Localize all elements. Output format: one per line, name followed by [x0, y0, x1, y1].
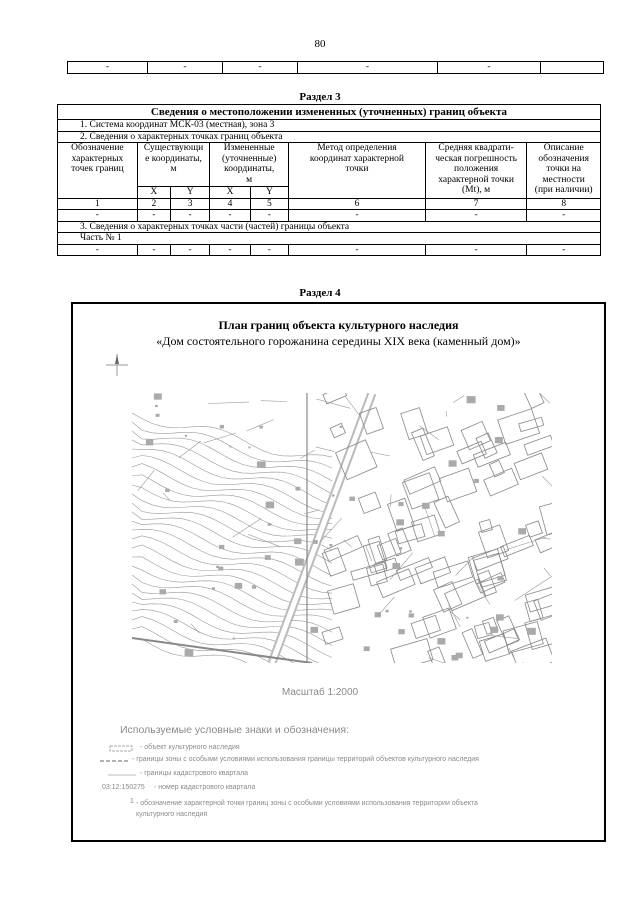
boundary-points-line: 2. Сведения о характерных точках границ объекта [58, 131, 601, 143]
header-text: точек границ [71, 164, 124, 174]
header-text: местности [542, 174, 585, 185]
legend-item-key: 1 [130, 798, 134, 805]
map-scale: Масштаб 1:2000 [281, 687, 359, 698]
legend-title: Используемые условные знаки и обозначения: [120, 724, 350, 736]
table-cell: - [210, 210, 250, 222]
table-cell: - [289, 210, 426, 222]
table-cell: 7 [425, 198, 527, 210]
header-text: (при наличии) [534, 185, 593, 195]
header-text: Описание [543, 143, 584, 153]
legend-item-label: - границы зоны с особыми условиями использования границы территорий объектов культурного наследия [132, 756, 479, 763]
previous-table-remnant [67, 61, 604, 74]
table-cell: - [438, 62, 541, 74]
table-row [58, 198, 601, 210]
table-cell: 2 [137, 198, 170, 210]
section3-table [57, 104, 601, 256]
header-text: Обозначение [71, 143, 124, 153]
table-cell: - [210, 244, 250, 256]
table-cell: - [58, 210, 138, 222]
table-cell: - [425, 244, 527, 256]
header-text: обозначения [538, 153, 589, 164]
table-cell: - [148, 62, 223, 74]
coordinate-system-line: 1. Система координат МСК-03 (местная), зона 3 [58, 120, 601, 132]
header-text: м [170, 164, 177, 174]
header-existing-coords [137, 143, 210, 187]
header-text: точки [345, 164, 369, 174]
header-error [425, 143, 527, 199]
zone-boundary-symbol-icon [100, 757, 128, 765]
table-cell: 6 [289, 198, 426, 210]
table-cell: - [250, 210, 288, 222]
header-text: (уточненные) [221, 153, 277, 164]
header-description [527, 143, 601, 199]
table-cell: 3 [170, 198, 209, 210]
table-cell: - [223, 62, 298, 74]
table-cell: 5 [250, 198, 288, 210]
table-cell: - [170, 244, 209, 256]
north-arrow-icon [104, 352, 130, 378]
table-cell: - [527, 244, 601, 256]
table-cell: - [137, 210, 170, 222]
table-cell: 1 [58, 198, 138, 210]
part-points-line: 3. Сведения о характерных точках части (частей) границы объекта [58, 221, 601, 233]
header-text: Метод определения [317, 143, 397, 153]
table-cell: - [289, 244, 426, 256]
header-text: Средняя квадрати- [438, 143, 514, 153]
section3-title: Сведения о местоположении измененных (уточненных) границ объекта [58, 105, 601, 120]
header-changed-coords [210, 143, 289, 187]
header-text: Измененные [223, 143, 275, 153]
header-text: ческая погрешность [435, 153, 517, 164]
table-row [58, 210, 601, 222]
table-cell: - [298, 62, 438, 74]
table-cell: - [170, 210, 209, 222]
header-x: X [137, 187, 170, 199]
header-text: е координаты, [145, 153, 202, 164]
table-cell: - [425, 210, 527, 222]
table-cell: 4 [210, 198, 250, 210]
quarter-boundary-symbol-icon [108, 771, 136, 779]
header-text: координат характерной [309, 153, 404, 164]
table-cell: - [250, 244, 288, 256]
legend-item-label: - объект культурного наследия [140, 744, 240, 751]
legend-item-key: 03:12:150275 [102, 784, 145, 791]
page-number: 80 [314, 38, 326, 50]
table-cell: - [68, 62, 148, 74]
header-y: Y [170, 187, 209, 199]
legend-item-label: - номер кадастрового квартала [154, 784, 256, 791]
table-cell: - [137, 244, 170, 256]
header-designation [58, 143, 138, 199]
table-cell: - [527, 210, 601, 222]
header-text: м [246, 174, 253, 185]
plan-title: План границ объекта культурного наследия [218, 318, 459, 332]
table-row [58, 244, 601, 256]
cadastral-map [132, 393, 552, 663]
header-method [289, 143, 426, 199]
header-text: (Mt), м [462, 185, 491, 195]
header-text: Существующи [143, 143, 204, 153]
heritage-object-symbol-icon [108, 745, 136, 753]
header-text: точки на [546, 164, 582, 174]
section3-heading: Раздел 3 [299, 91, 341, 103]
plan-subtitle: «Дом состоятельного горожанина середины XIX века (каменный дом)» [156, 334, 521, 348]
legend-item-label: - границы кадастрового квартала [140, 770, 249, 777]
header-x: X [210, 187, 250, 199]
header-text: координаты, [224, 164, 275, 174]
part-number: Часть № 1 [58, 233, 601, 245]
header-y: Y [250, 187, 288, 199]
header-text: характерной точки [438, 174, 514, 185]
header-text: характерных [71, 153, 124, 164]
header-text: положения [454, 164, 499, 174]
legend-item-label: - обозначение характерной точки границ зоны с особыми условиями использования территории объекта культурного наследия [136, 800, 478, 818]
section4-heading: Раздел 4 [299, 287, 341, 299]
table-cell [541, 62, 604, 74]
table-cell: - [58, 244, 138, 256]
table-cell: 8 [527, 198, 601, 210]
